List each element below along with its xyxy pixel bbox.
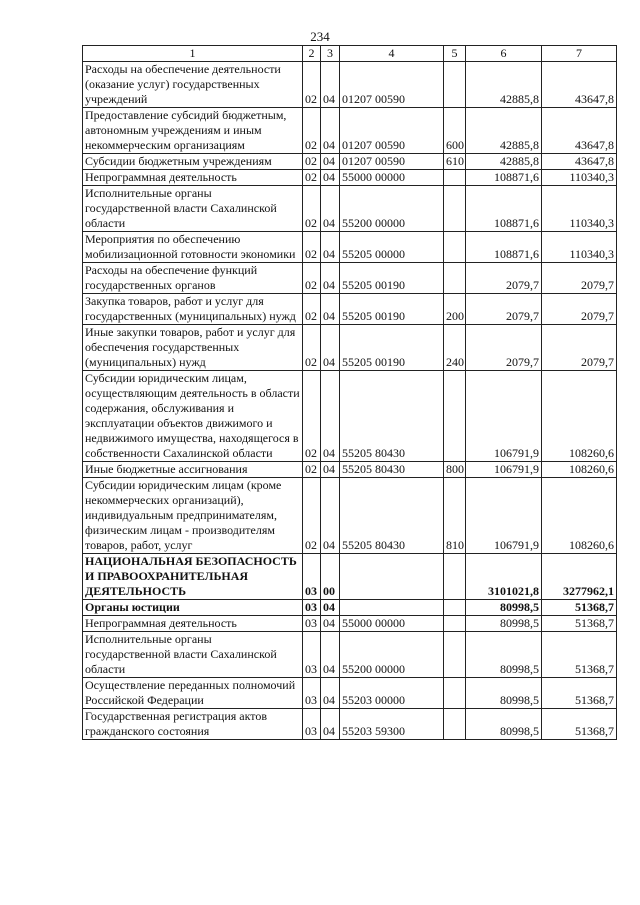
subsection-code: 04 xyxy=(321,616,340,632)
amount-year-1: 42885,8 xyxy=(466,154,542,170)
table-row xyxy=(83,62,617,108)
row-name: Расходы на обеспечение деятельности (оказание услуг) государственных учреждений xyxy=(83,62,303,108)
subsection-code: 04 xyxy=(321,108,340,154)
row-name: НАЦИОНАЛЬНАЯ БЕЗОПАСНОСТЬ И ПРАВООХРАНИТЕЛЬНАЯ ДЕЯТЕЛЬНОСТЬ xyxy=(83,554,303,600)
section-code: 02 xyxy=(303,154,321,170)
section-code: 03 xyxy=(303,678,321,709)
section-code: 02 xyxy=(303,371,321,462)
target-article-code: 01207 00590 xyxy=(340,62,444,108)
table-row xyxy=(83,108,617,154)
column-header: 5 xyxy=(444,46,466,62)
row-name: Субсидии юридическим лицам (кроме некоммерческих организаций), индивидуальным предпринимателям, физическим лицам - производителям товаров, работ, услуг xyxy=(83,478,303,554)
table-body xyxy=(83,62,617,740)
subsection-code: 04 xyxy=(321,294,340,325)
expense-type-code xyxy=(444,371,466,462)
expense-type-code: 600 xyxy=(444,108,466,154)
subsection-code: 04 xyxy=(321,62,340,108)
page-number: 234 xyxy=(310,29,330,44)
amount-year-1: 2079,7 xyxy=(466,263,542,294)
amount-year-1: 80998,5 xyxy=(466,616,542,632)
column-number-row xyxy=(83,46,617,62)
amount-year-2: 51368,7 xyxy=(542,632,617,678)
expense-type-code xyxy=(444,170,466,186)
expense-type-code xyxy=(444,186,466,232)
expense-type-code xyxy=(444,678,466,709)
amount-year-1: 108871,6 xyxy=(466,232,542,263)
target-article-code: 55205 00190 xyxy=(340,325,444,371)
amount-year-2: 110340,3 xyxy=(542,186,617,232)
subsection-code: 04 xyxy=(321,709,340,740)
subsection-code: 04 xyxy=(321,170,340,186)
budget-table xyxy=(82,45,617,740)
expense-type-code xyxy=(444,554,466,600)
amount-year-1: 108871,6 xyxy=(466,170,542,186)
amount-year-2: 51368,7 xyxy=(542,709,617,740)
target-article-code: 55000 00000 xyxy=(340,170,444,186)
target-article-code xyxy=(340,600,444,616)
expense-type-code xyxy=(444,600,466,616)
subsection-code: 04 xyxy=(321,462,340,478)
column-header: 7 xyxy=(542,46,617,62)
expense-type-code: 810 xyxy=(444,478,466,554)
amount-year-1: 80998,5 xyxy=(466,678,542,709)
row-name: Органы юстиции xyxy=(83,600,303,616)
expense-type-code xyxy=(444,263,466,294)
subsection-code: 04 xyxy=(321,186,340,232)
target-article-code: 55205 80430 xyxy=(340,371,444,462)
table-row xyxy=(83,154,617,170)
amount-year-1: 42885,8 xyxy=(466,108,542,154)
expense-type-code xyxy=(444,232,466,263)
subsection-code: 04 xyxy=(321,600,340,616)
amount-year-2: 2079,7 xyxy=(542,263,617,294)
amount-year-2: 3277962,1 xyxy=(542,554,617,600)
subsection-code: 04 xyxy=(321,263,340,294)
section-code: 02 xyxy=(303,263,321,294)
amount-year-2: 108260,6 xyxy=(542,371,617,462)
section-code: 03 xyxy=(303,616,321,632)
amount-year-2: 43647,8 xyxy=(542,62,617,108)
subsection-code: 04 xyxy=(321,478,340,554)
table-row xyxy=(83,232,617,263)
row-name: Иные закупки товаров, работ и услуг для обеспечения государственных (муниципальных) нужд xyxy=(83,325,303,371)
row-name: Непрограммная деятельность xyxy=(83,170,303,186)
table-row xyxy=(83,632,617,678)
row-name: Субсидии бюджетным учреждениям xyxy=(83,154,303,170)
amount-year-1: 2079,7 xyxy=(466,294,542,325)
expense-type-code xyxy=(444,632,466,678)
target-article-code: 55205 00000 xyxy=(340,232,444,263)
amount-year-2: 110340,3 xyxy=(542,232,617,263)
row-name: Иные бюджетные ассигнования xyxy=(83,462,303,478)
row-name: Непрограммная деятельность xyxy=(83,616,303,632)
table-row xyxy=(83,678,617,709)
expense-type-code xyxy=(444,616,466,632)
section-code: 02 xyxy=(303,478,321,554)
amount-year-2: 51368,7 xyxy=(542,600,617,616)
row-name: Расходы на обеспечение функций государственных органов xyxy=(83,263,303,294)
subsection-code: 04 xyxy=(321,371,340,462)
row-name: Государственная регистрация актов гражданского состояния xyxy=(83,709,303,740)
section-code: 02 xyxy=(303,232,321,263)
section-code: 02 xyxy=(303,294,321,325)
target-article-code: 01207 00590 xyxy=(340,154,444,170)
table-row xyxy=(83,186,617,232)
section-code: 02 xyxy=(303,462,321,478)
table-row xyxy=(83,478,617,554)
target-article-code: 55200 00000 xyxy=(340,632,444,678)
expense-type-code: 610 xyxy=(444,154,466,170)
section-code: 02 xyxy=(303,186,321,232)
amount-year-1: 42885,8 xyxy=(466,62,542,108)
section-code: 02 xyxy=(303,170,321,186)
row-name: Закупка товаров, работ и услуг для государственных (муниципальных) нужд xyxy=(83,294,303,325)
amount-year-1: 80998,5 xyxy=(466,632,542,678)
expense-type-code: 800 xyxy=(444,462,466,478)
column-header: 6 xyxy=(466,46,542,62)
amount-year-2: 43647,8 xyxy=(542,154,617,170)
target-article-code: 01207 00590 xyxy=(340,108,444,154)
target-article-code: 55000 00000 xyxy=(340,616,444,632)
row-name: Субсидии юридическим лицам, осуществляющим деятельность в области содержания, обслуживания и эксплуатации объектов движимого и недвижимого имущества, находящегося в собственности Сахалинской области xyxy=(83,371,303,462)
table-row xyxy=(83,616,617,632)
table-row xyxy=(83,462,617,478)
amount-year-1: 3101021,8 xyxy=(466,554,542,600)
row-name: Предоставление субсидий бюджетным, автономным учреждениям и иным некоммерческим организациям xyxy=(83,108,303,154)
amount-year-2: 2079,7 xyxy=(542,325,617,371)
section-code: 02 xyxy=(303,325,321,371)
column-header: 2 xyxy=(303,46,321,62)
table-row xyxy=(83,263,617,294)
amount-year-2: 108260,6 xyxy=(542,462,617,478)
target-article-code: 55205 80430 xyxy=(340,478,444,554)
amount-year-1: 106791,9 xyxy=(466,462,542,478)
row-name: Осуществление переданных полномочий Российской Федерации xyxy=(83,678,303,709)
target-article-code: 55200 00000 xyxy=(340,186,444,232)
section-code: 03 xyxy=(303,632,321,678)
target-article-code: 55203 59300 xyxy=(340,709,444,740)
column-header: 1 xyxy=(83,46,303,62)
subsection-code: 04 xyxy=(321,678,340,709)
amount-year-1: 80998,5 xyxy=(466,600,542,616)
target-article-code xyxy=(340,554,444,600)
amount-year-1: 2079,7 xyxy=(466,325,542,371)
table-row xyxy=(83,371,617,462)
expense-type-code: 240 xyxy=(444,325,466,371)
section-code: 03 xyxy=(303,554,321,600)
table-row xyxy=(83,600,617,616)
target-article-code: 55205 00190 xyxy=(340,294,444,325)
target-article-code: 55203 00000 xyxy=(340,678,444,709)
amount-year-2: 2079,7 xyxy=(542,294,617,325)
subsection-code: 00 xyxy=(321,554,340,600)
target-article-code: 55205 80430 xyxy=(340,462,444,478)
table-row xyxy=(83,294,617,325)
row-name: Исполнительные органы государственной власти Сахалинской области xyxy=(83,632,303,678)
section-code: 02 xyxy=(303,108,321,154)
amount-year-1: 108871,6 xyxy=(466,186,542,232)
amount-year-2: 51368,7 xyxy=(542,616,617,632)
amount-year-2: 110340,3 xyxy=(542,170,617,186)
subsection-code: 04 xyxy=(321,632,340,678)
table-row xyxy=(83,325,617,371)
section-code: 02 xyxy=(303,62,321,108)
amount-year-1: 106791,9 xyxy=(466,478,542,554)
subsection-code: 04 xyxy=(321,325,340,371)
amount-year-2: 43647,8 xyxy=(542,108,617,154)
table-row xyxy=(83,170,617,186)
row-name: Мероприятия по обеспечению мобилизационной готовности экономики xyxy=(83,232,303,263)
subsection-code: 04 xyxy=(321,232,340,263)
amount-year-1: 80998,5 xyxy=(466,709,542,740)
row-name: Исполнительные органы государственной власти Сахалинской области xyxy=(83,186,303,232)
amount-year-1: 106791,9 xyxy=(466,371,542,462)
table-row xyxy=(83,709,617,740)
section-code: 03 xyxy=(303,600,321,616)
amount-year-2: 51368,7 xyxy=(542,678,617,709)
expense-type-code xyxy=(444,62,466,108)
column-header: 3 xyxy=(321,46,340,62)
section-code: 03 xyxy=(303,709,321,740)
expense-type-code xyxy=(444,709,466,740)
amount-year-2: 108260,6 xyxy=(542,478,617,554)
column-header: 4 xyxy=(340,46,444,62)
table-row xyxy=(83,554,617,600)
target-article-code: 55205 00190 xyxy=(340,263,444,294)
expense-type-code: 200 xyxy=(444,294,466,325)
subsection-code: 04 xyxy=(321,154,340,170)
